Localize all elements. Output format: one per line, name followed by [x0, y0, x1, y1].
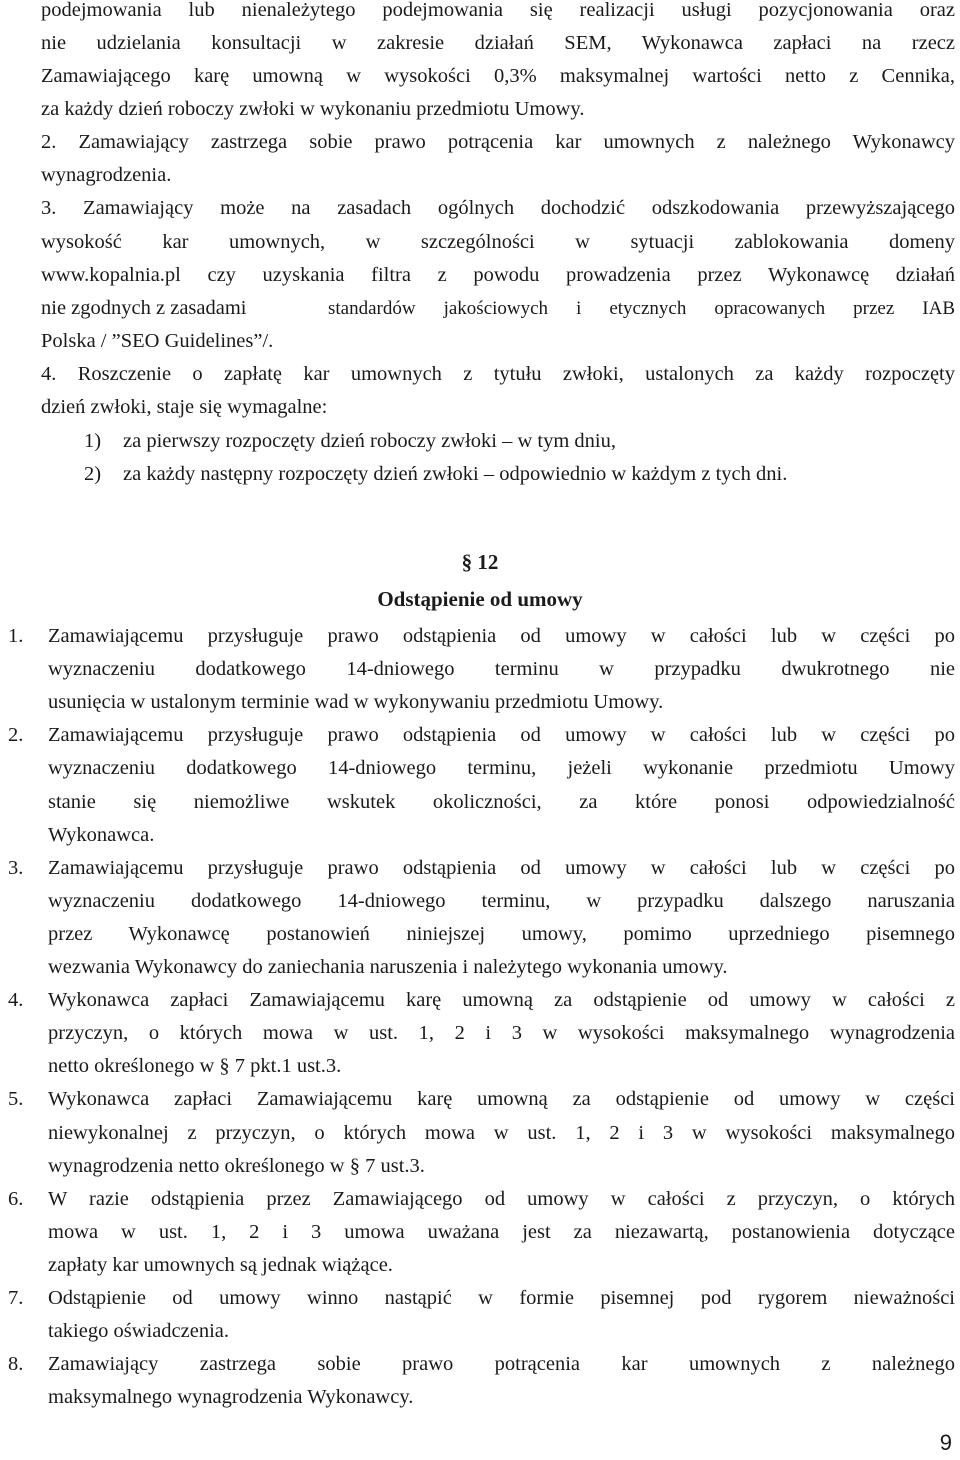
paragraph-line: nie zgodnych z zasadami — [41, 297, 247, 319]
list-item-number: 7. — [8, 1287, 24, 1309]
list-item-line: maksymalnego wynagrodzenia Wykonawcy. — [48, 1386, 414, 1409]
list-item-line: przez Wykonawcę postanowień niniejszej umowy, pomimo uprzedniego pisemnego — [48, 922, 955, 945]
list-item-number: 2. — [8, 724, 24, 747]
list-item-line: przyczyn, o których mowa w ust. 1, 2 i 3 w wysokości maksymalnego wynagrodzenia — [48, 1022, 955, 1045]
sublist-item: za każdy następny rozpoczęty dzień zwłoki – odpowiednio w każdym z tych dni. — [123, 463, 788, 485]
list-item-line: Wykonawca zapłaci Zamawiającemu karę umowną za odstąpienie od umowy w części — [48, 1088, 955, 1111]
paragraph-line: 2. Zamawiający zastrzega sobie prawo potrącenia kar umownych z należnego Wykonawcy — [41, 131, 955, 153]
paragraph-line: nie udzielania konsultacji w zakresie działań SEM, Wykonawca zapłaci na rzecz — [41, 32, 955, 54]
list-item-line: Wykonawca zapłaci Zamawiającemu karę umowną za odstąpienie od umowy w całości z — [48, 989, 955, 1012]
section-title: Odstąpienie od umowy — [377, 587, 583, 611]
list-item-number: 4. — [8, 989, 24, 1012]
sublist-number: 2) — [84, 463, 102, 485]
list-item-line: Zamawiającemu przysługuje prawo odstąpienia od umowy w całości lub w części po — [48, 724, 955, 747]
list-item-line: niewykonalnej z przyczyn, o których mowa w ust. 1, 2 i 3 w wysokości maksymalnego — [48, 1121, 955, 1144]
list-item-number: 1. — [8, 625, 24, 647]
list-item-number: 3. — [8, 856, 24, 879]
list-item-line: Wykonawca. — [48, 823, 155, 846]
list-item-number: 8. — [8, 1353, 24, 1376]
paragraph-line: standardów jakościowych i etycznych opracowanych przez IAB — [328, 298, 955, 319]
list-item-line: mowa w ust. 1, 2 i 3 umowa uważana jest za niezawartą, postanowienia dotyczące — [48, 1220, 955, 1243]
list-item-line: takiego oświadczenia. — [48, 1320, 230, 1343]
paragraph-line: 4. Roszczenie o zapłatę kar umownych z tytułu zwłoki, ustalonych za każdy rozpoczęty — [41, 363, 955, 385]
list-item-line: wynagrodzenia netto określonego w § 7 ust.3. — [48, 1154, 425, 1177]
list-item-line: Odstąpienie od umowy winno nastąpić w formie pisemnej pod rygorem nieważności — [48, 1287, 955, 1309]
list-item-line: Zamawiający zastrzega sobie prawo potrącenia kar umownych z należnego — [48, 1353, 955, 1376]
list-item-line: wyznaczeniu dodatkowego 14-dniowego terminu w przypadku dwukrotnego nie — [48, 658, 955, 681]
list-item-line: wyznaczeniu dodatkowego 14-dniowego terminu, jeżeli wykonanie przedmiotu Umowy — [48, 757, 955, 780]
sublist-item: za pierwszy rozpoczęty dzień roboczy zwłoki – w tym dniu, — [123, 430, 616, 452]
list-item-line: Zamawiającemu przysługuje prawo odstąpienia od umowy w całości lub w części po — [48, 856, 955, 879]
sublist-number: 1) — [84, 430, 102, 452]
list-item-line: wyznaczeniu dodatkowego 14-dniowego terminu, w przypadku dalszego naruszania — [48, 889, 955, 912]
paragraph-line: dzień zwłoki, staje się wymagalne: — [41, 396, 328, 418]
list-item-number: 5. — [8, 1088, 24, 1111]
paragraph-line: Zamawiającego karę umowną w wysokości 0,3% maksymalnej wartości netto z Cennika, — [41, 65, 955, 87]
list-item-line: Zamawiającemu przysługuje prawo odstąpienia od umowy w całości lub w części po — [48, 625, 955, 647]
paragraph-line: za każdy dzień roboczy zwłoki w wykonaniu przedmiotu Umowy. — [41, 98, 585, 120]
list-item-line: stanie się niemożliwe wskutek okoliczności, za które ponosi odpowiedzialność — [48, 790, 955, 813]
paragraph-line: podejmowania lub nienależytego podejmowania się realizacji usługi pozycjonowania oraz — [41, 0, 955, 21]
paragraph-line: Polska / ”SEO Guidelines”/. — [41, 330, 274, 352]
section-number: § 12 — [461, 550, 499, 574]
paragraph-line: www.kopalnia.pl czy uzyskania filtra z powodu prowadzenia przez Wykonawcę działań — [41, 264, 955, 286]
list-item-line: zapłaty kar umownych są jednak wiążące. — [48, 1253, 393, 1276]
paragraph-line: wysokość kar umownych, w szczególności w sytuacji zablokowania domeny — [41, 231, 955, 253]
list-item-line: W razie odstąpienia przez Zamawiającego od umowy w całości z przyczyn, o których — [48, 1187, 955, 1210]
list-item-line: netto określonego w § 7 pkt.1 ust.3. — [48, 1055, 342, 1078]
page-number: 9 — [939, 1430, 952, 1455]
paragraph-line: wynagrodzenia. — [41, 164, 172, 186]
list-item-line: usunięcia w ustalonym terminie wad w wykonywaniu przedmiotu Umowy. — [48, 691, 664, 714]
list-item-line: wezwania Wykonawcy do zaniechania naruszenia i należytego wykonania umowy. — [48, 956, 728, 978]
list-item-number: 6. — [8, 1187, 24, 1210]
paragraph-line: 3. Zamawiający może na zasadach ogólnych dochodzić odszkodowania przewyższającego — [41, 197, 955, 219]
